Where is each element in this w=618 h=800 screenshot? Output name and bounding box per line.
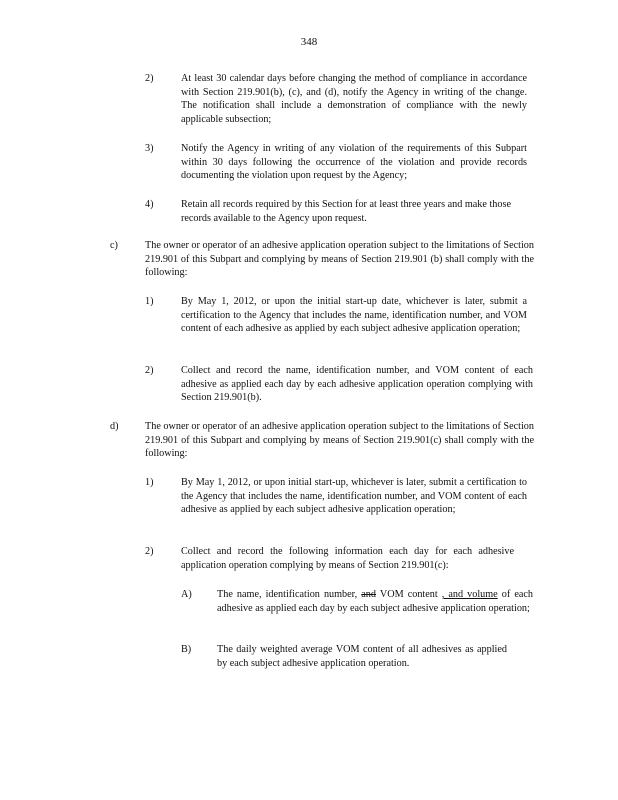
item-label: 2) <box>145 73 154 84</box>
item-c-2 <box>0 364 618 408</box>
item-label: A) <box>181 589 192 600</box>
item-label: c) <box>110 240 118 251</box>
item-text: Collect and record the following information each day for each adhesive application operation complying by means of Section 219.901(c): <box>181 546 514 571</box>
item-text: By May 1, 2012, or upon initial start-up, whichever is later, submit a certification to the Agency that includes the name, identification number, and VOM content of each adhesive as applied by each subject adhesive application operation; <box>181 477 527 516</box>
item-label: 1) <box>145 477 154 488</box>
item-text: The daily weighted average VOM content of all adhesives as applied by each subject adhesive application operation. <box>217 644 507 669</box>
item-d-2-A <box>0 588 618 632</box>
item-text: The owner or operator of an adhesive application operation subject to the limitations of Section 219.901 of this Subpart and complying by means of Section 219.901 (b) shall comply with the following: <box>145 240 534 279</box>
item-label: 1) <box>145 296 154 307</box>
item-label: d) <box>110 421 119 432</box>
item-label: 2) <box>145 365 154 376</box>
item-c2 <box>0 72 618 128</box>
item-c-1 <box>0 295 618 351</box>
item-label: 3) <box>145 143 154 154</box>
item-d-1 <box>0 476 618 532</box>
item-label: 4) <box>145 199 154 210</box>
item-label: B) <box>181 644 192 655</box>
item-text: The owner or operator of an adhesive application operation subject to the limitations of Section 219.901 of this Subpart and complying by means of Section 219.901(c) shall comply with the following: <box>145 421 534 460</box>
item-d-2-B <box>0 643 618 673</box>
struck-text: and <box>361 589 376 600</box>
item-text: Notify the Agency in writing of any violation of the requirements of this Subpart within 30 days following the occurrence of the violation and provide records documenting the violation upon request by the Agency; <box>181 143 527 182</box>
page-number: 348 <box>300 36 318 48</box>
item-c4 <box>0 198 618 228</box>
item-c <box>0 239 618 283</box>
item-text: Collect and record the name, identification number, and VOM content of each adhesive as applied each day by each adhesive application operation complying with Section 219.901(b). <box>181 365 533 404</box>
item-text: At least 30 calendar days before changing the method of compliance in accordance with Section 219.901(b), (c), and (d), notify the Agency in writing of the change. The notification shall include a demonstration of compliance with the newly applicable subsection; <box>181 73 527 125</box>
text-before: The name, identification number, <box>217 589 358 600</box>
item-text: Retain all records required by this Section for at least three years and make those records available to the Agency upon request. <box>181 199 511 224</box>
item-label: 2) <box>145 546 154 557</box>
text-mid: VOM content <box>376 589 438 600</box>
item-text <box>217 588 533 615</box>
item-d <box>0 420 618 464</box>
item-c3 <box>0 142 618 186</box>
underlined-text: , and volume <box>441 589 498 600</box>
text-after: of each adhesive as applied each day by each subject adhesive application operation; <box>217 589 533 614</box>
item-text: By May 1, 2012, or upon the initial start-up date, whichever is later, submit a certification to the Agency that includes the name, identification number, and VOM content of each adhesive as applied by each subject adhesive application operation; <box>181 296 527 335</box>
item-d-2 <box>0 545 618 575</box>
